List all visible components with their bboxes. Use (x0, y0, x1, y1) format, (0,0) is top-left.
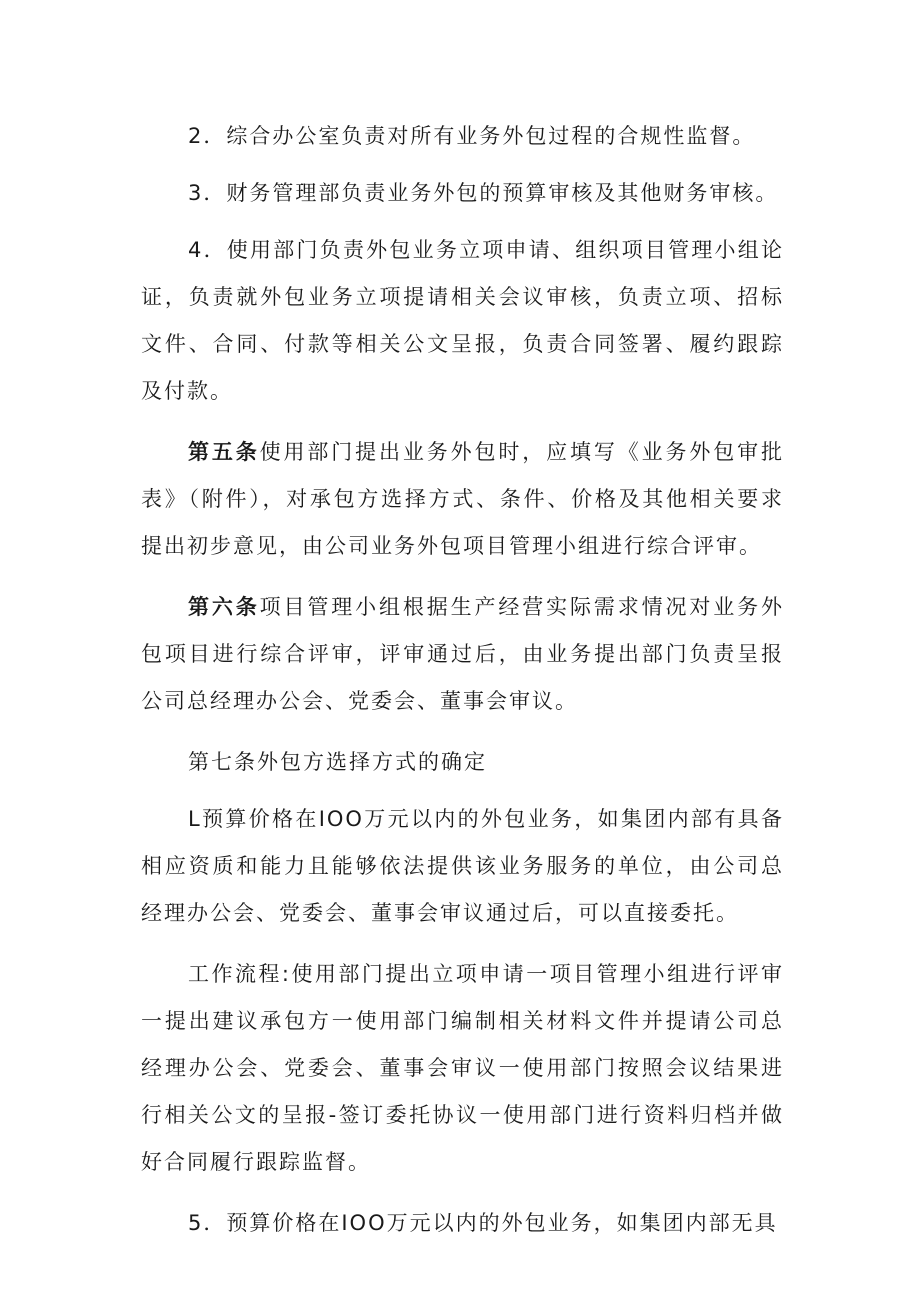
article-heading: 第五条 (188, 440, 260, 464)
paragraph-text: 使用部门提出业务外包时，应填写《业务外包审批表》（附件），对承包方选择方式、条件、价格及其他相关要求提出初步意见，由公司业务外包项目管理小组进行综合评审。 (141, 440, 784, 558)
paragraph-text: 第七条外包方选择方式的确定 (188, 750, 487, 774)
paragraph-item-4 (141, 227, 784, 415)
paragraph-text: 5．预算价格在IOO万元以内的外包业务，如集团内部无具 (188, 1211, 778, 1235)
article-7-heading (141, 739, 784, 786)
paragraph-text: 2．综合办公室负责对所有业务外包过程的合规性监督。 (188, 124, 756, 148)
paragraph-item-2 (141, 113, 784, 160)
workflow-paragraph (141, 951, 784, 1186)
paragraph-text: 项目管理小组根据生产经营实际需求情况对业务外包项目进行综合评审，评审通过后，由业务提出部门负责呈报公司总经理办公会、党委会、董事会审议。 (141, 595, 784, 713)
paragraph-text: L预算价格在IOO万元以内的外包业务，如集团内部有具备相应资质和能力且能够依法提供该业务服务的单位，由公司总经理办公会、党委会、董事会审议通过后，可以直接委托。 (141, 807, 784, 925)
paragraph-item-5 (141, 1200, 784, 1247)
article-5 (141, 429, 784, 570)
article-6 (141, 584, 784, 725)
paragraph-text: 4．使用部门负责外包业务立项申请、组织项目管理小组论证，负责就外包业务立项提请相关会议审核，负责立项、招标文件、合同、付款等相关公文呈报，负责合同签署、履约跟踪及付款。 (141, 238, 784, 403)
paragraph-item-L (141, 796, 784, 937)
paragraph-item-3 (141, 170, 784, 217)
article-heading: 第六条 (188, 595, 260, 619)
paragraph-text: 3．财务管理部负责业务外包的预算审核及其他财务审核。 (188, 181, 779, 205)
paragraph-text: 工作流程:使用部门提出立项申请一项目管理小组进行评审一提出建议承包方一使用部门编制相关材料文件并提请公司总经理办公会、党委会、董事会审议一使用部门按照会议结果进行相关公文的呈报-签订委托协议一使用部门进行资料归档并做好合同履行跟踪监督。 (141, 962, 784, 1174)
